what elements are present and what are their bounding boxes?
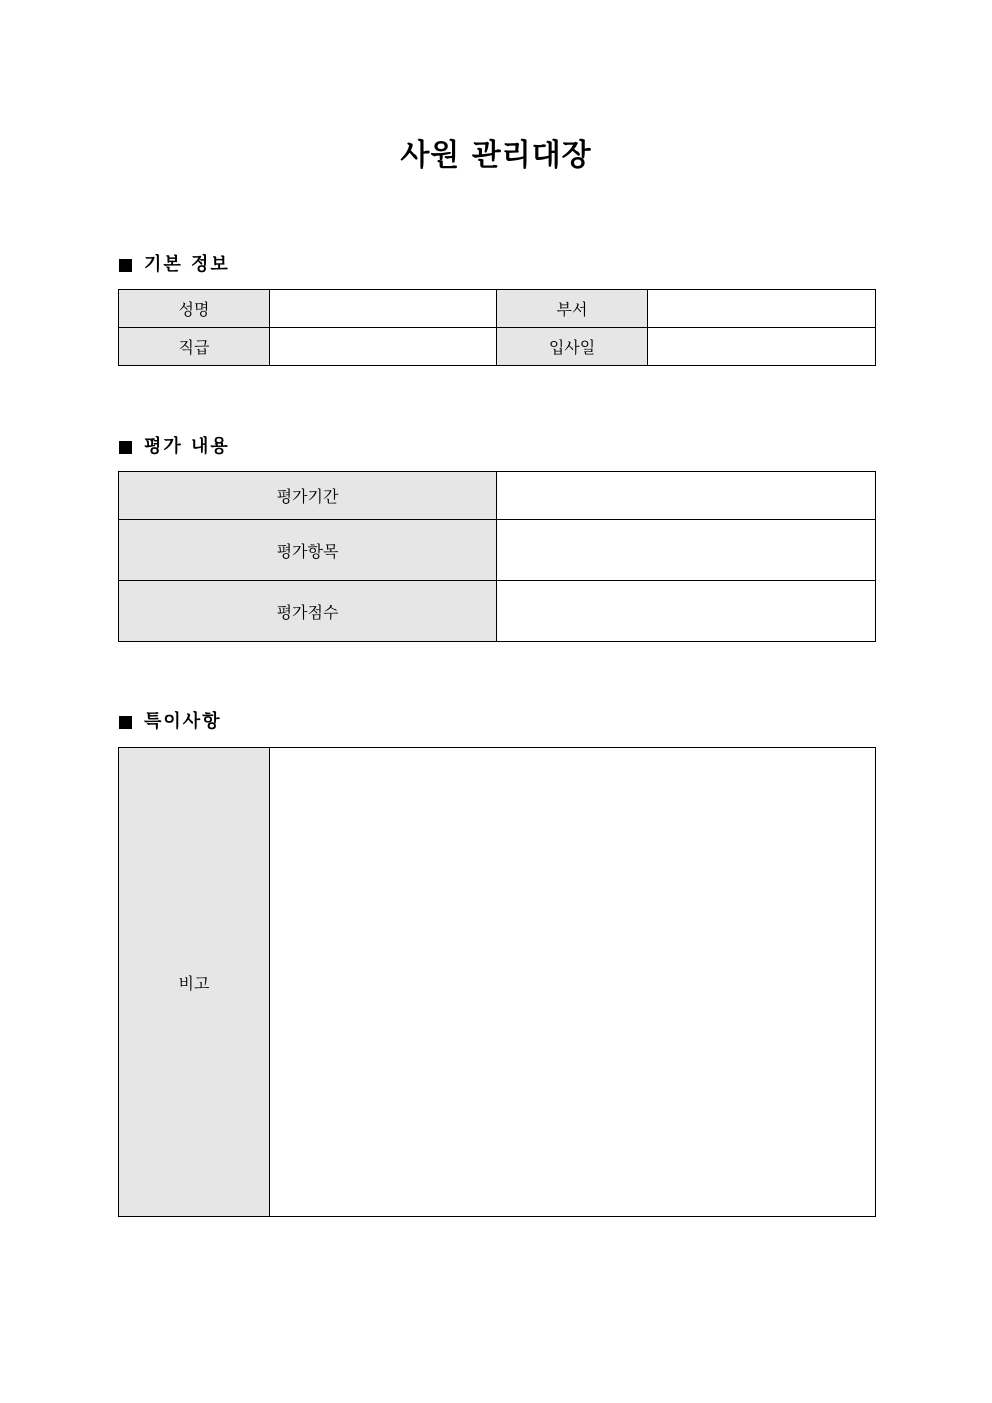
evaluation-period-field[interactable] bbox=[497, 472, 876, 520]
evaluation-score-label: 평가점수 bbox=[119, 581, 497, 642]
square-bullet-icon bbox=[119, 259, 132, 272]
name-label: 성명 bbox=[119, 290, 270, 328]
table-row bbox=[119, 290, 876, 328]
section-heading-text: 평가 내용 bbox=[144, 436, 230, 457]
department-label: 부서 bbox=[497, 290, 648, 328]
evaluation-items-label: 평가항목 bbox=[119, 520, 497, 581]
section-heading-remarks bbox=[119, 710, 222, 734]
evaluation-score-field[interactable] bbox=[497, 581, 876, 642]
basic-info-table bbox=[118, 289, 876, 366]
evaluation-period-label: 평가기간 bbox=[119, 472, 497, 520]
table-row bbox=[119, 472, 876, 520]
table-row bbox=[119, 328, 876, 366]
square-bullet-icon bbox=[119, 716, 132, 729]
section-heading-text: 기본 정보 bbox=[144, 254, 230, 275]
table-row bbox=[119, 581, 876, 642]
evaluation-table bbox=[118, 471, 876, 642]
document-title: 사원 관리대장 bbox=[400, 138, 592, 173]
section-heading-basic-info bbox=[119, 253, 230, 277]
remarks-table bbox=[118, 747, 876, 1217]
hire-date-label: 입사일 bbox=[497, 328, 648, 366]
remarks-label: 비고 bbox=[119, 748, 270, 1217]
evaluation-items-field[interactable] bbox=[497, 520, 876, 581]
square-bullet-icon bbox=[119, 441, 132, 454]
position-label: 직급 bbox=[119, 328, 270, 366]
remarks-field[interactable] bbox=[270, 748, 876, 1217]
hire-date-field[interactable] bbox=[648, 328, 876, 366]
department-field[interactable] bbox=[648, 290, 876, 328]
name-field[interactable] bbox=[270, 290, 497, 328]
table-row bbox=[119, 748, 876, 1217]
table-row bbox=[119, 520, 876, 581]
section-heading-text: 특이사항 bbox=[144, 711, 222, 732]
position-field[interactable] bbox=[270, 328, 497, 366]
section-heading-evaluation bbox=[119, 435, 230, 459]
